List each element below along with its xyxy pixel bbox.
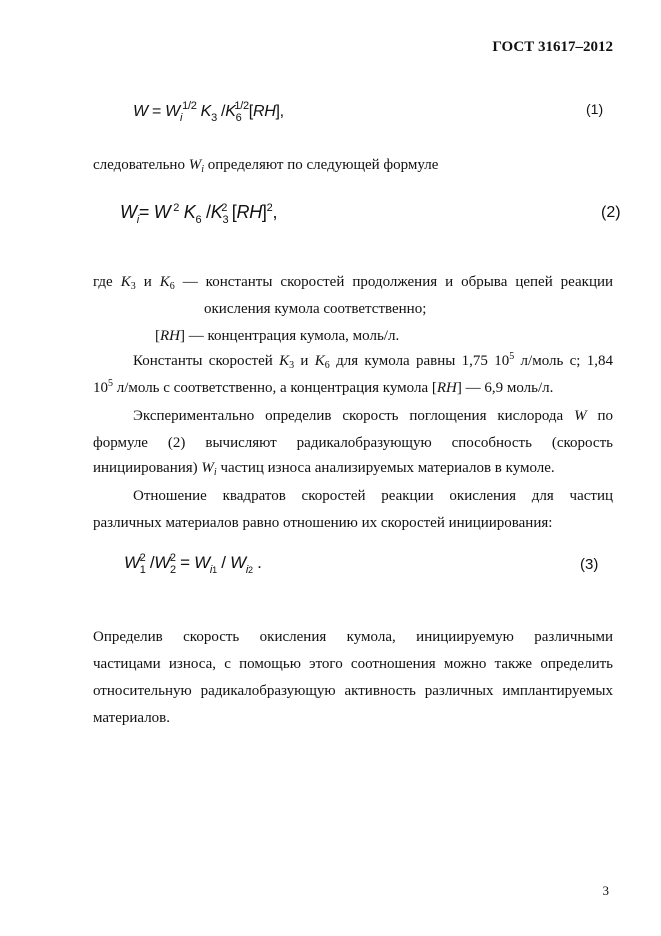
conclusion-line-3: относительную радикалобразующую активность различных имплантируемых: [93, 683, 613, 699]
ratio-line-1: Отношение квадратов скоростей реакции окисления для частиц: [133, 488, 613, 504]
experiment-line-2: формуле (2) вычисляют радикалобразующую способность (скорость: [93, 435, 613, 451]
page-number: 3: [602, 883, 609, 898]
conclusion-line-4: материалов.: [93, 710, 171, 726]
constants-line-1: Константы скоростей $K_3$ и $K_6$ для кумола равны 1,75 $10^5$ л/моль с; 1,84: [133, 351, 614, 371]
formula-3-number: (3): [580, 556, 599, 573]
ratio-line-2: различных материалов равно отношению их скоростей инициирования:: [93, 515, 553, 531]
formula-2: $W_i= W$ $^2$ $K_6$ $/K_3^2$ [RH]$^2$,: [120, 202, 278, 226]
constants-line-2: $10^5$ л/моль с соответственно, а концентрация кумола [RH] — 6,9 моль/л.: [93, 378, 554, 396]
where-line-2: окисления кумола соответственно;: [204, 301, 427, 317]
conclusion-line-2: частицами износа, с помощью этого соотношения можно также определить: [93, 656, 613, 672]
formula-1-number: (1): [586, 101, 604, 117]
experiment-line-1: Экспериментально определив скорость поглощения кислорода W по: [133, 408, 614, 424]
experiment-line-3: инициирования) $W_i$ частиц износа анализируемых материалов в кумоле.: [93, 460, 555, 478]
formula-1: $W = W_i^{1/2}$ $K_3$ $/K_6^{1/2}[RH]$,: [133, 100, 284, 124]
formula-2-number: (2): [601, 204, 621, 221]
standard-header: ГОСТ 31617–2012: [492, 39, 613, 55]
rh-definition: [RH] — концентрация кумола, моль/л.: [155, 328, 400, 344]
where-line-1: где $K_3$ и $K_6$ — константы скоростей продолжения и обрыва цепей реакции: [93, 274, 614, 292]
formula-3: $W_1^2$ $/W_2^2 = W_{i1} / W_{i2}$ .: [124, 552, 262, 576]
conclusion-line-1: Определив скорость окисления кумола, инициируемую различными: [93, 629, 613, 645]
consequently-line: следовательно $W_i$ определяют по следующей формуле: [93, 157, 439, 175]
